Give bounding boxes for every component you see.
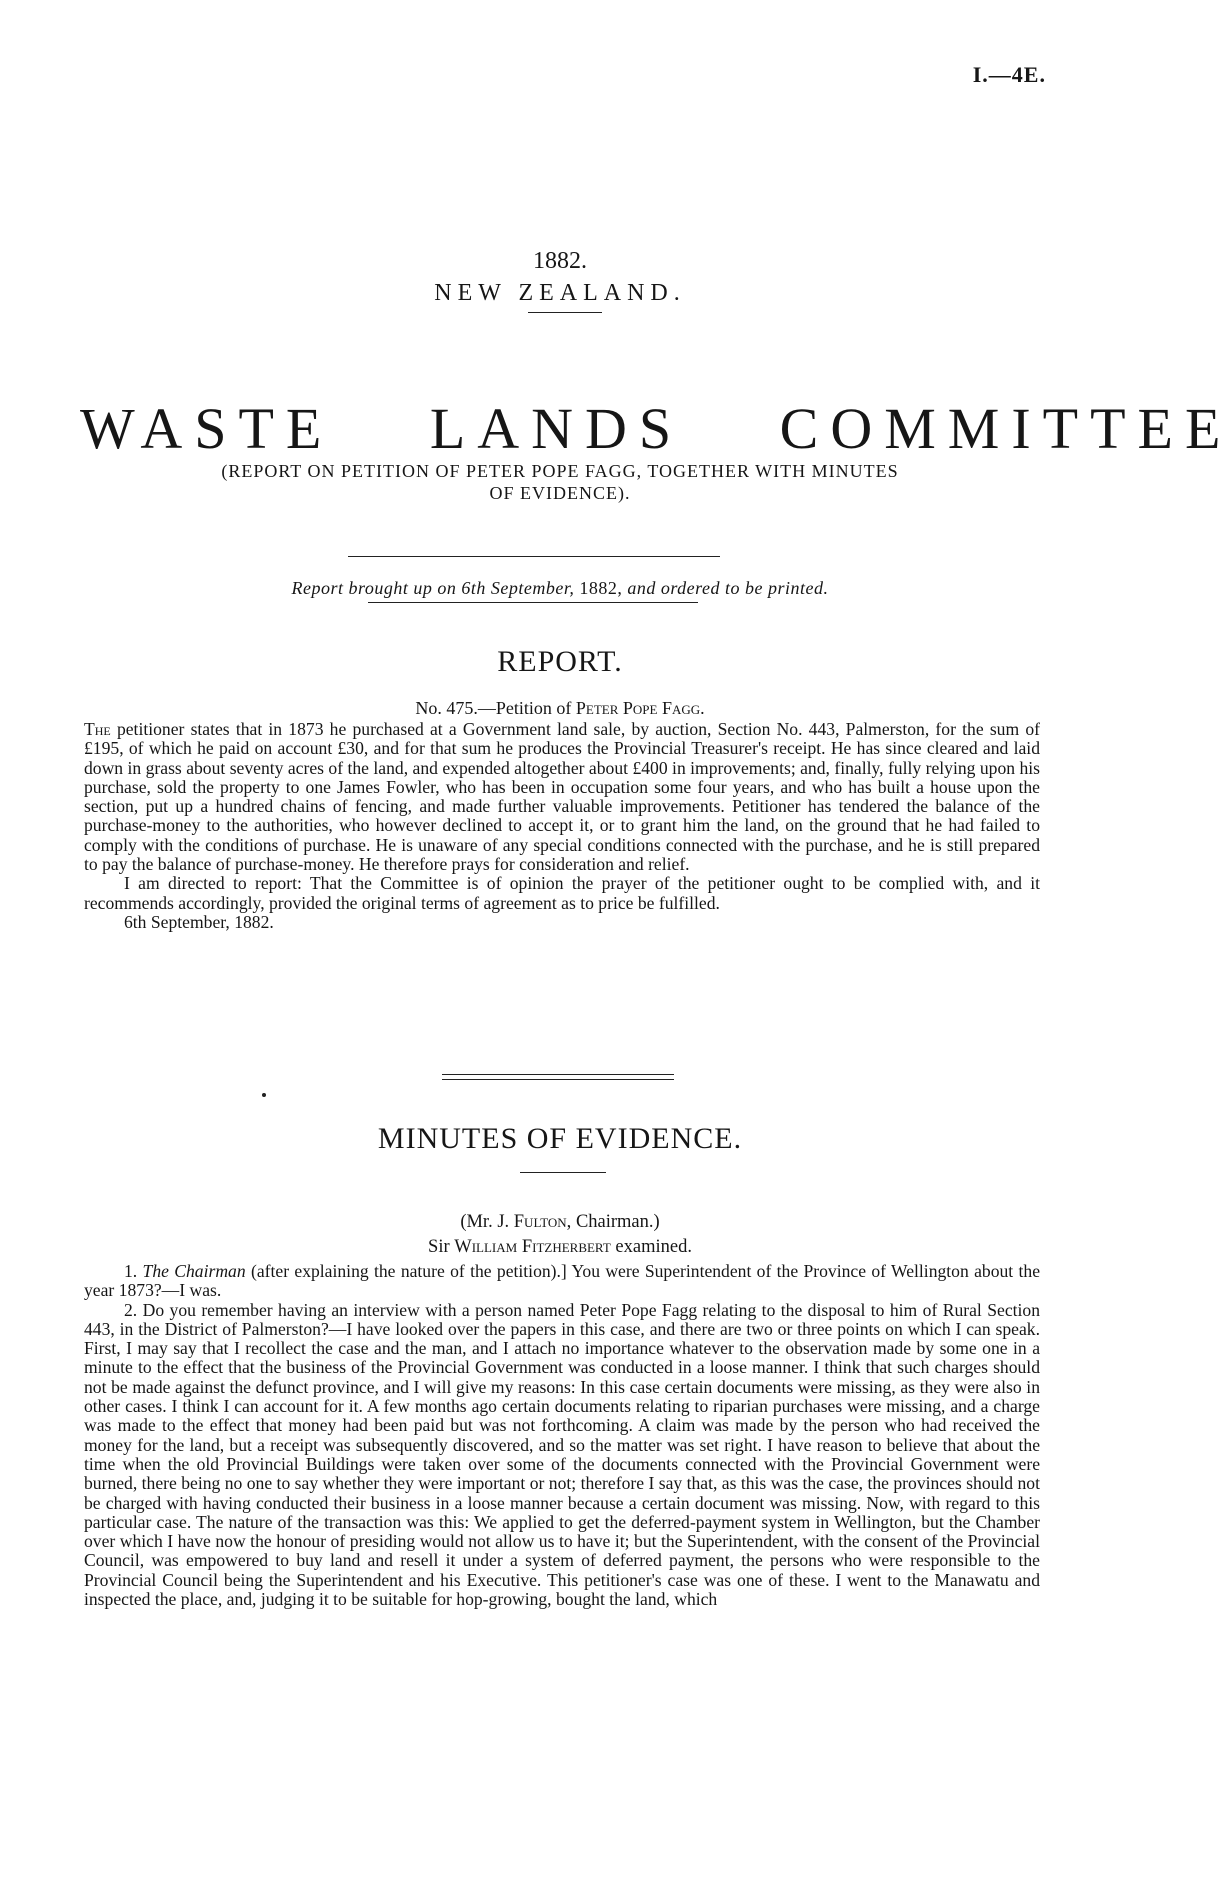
subtitle-line-1: (REPORT ON PETITION OF PETER POPE FAGG, TOGETHER WITH MINUTES [221, 461, 899, 481]
double-rule-bottom [442, 1079, 674, 1080]
report-paragraph-2: I am directed to report: That the Committee is of opinion the prayer of the petitioner ought to be complied with, and it recommends accordingly, provided the original terms of agreement as to price be fulfilled. [84, 873, 1040, 913]
document-reference: I.—4E. [972, 62, 1046, 87]
petitioner-name: Peter Pope Fagg. [575, 698, 705, 718]
chairman-line [80, 1212, 1040, 1233]
report-paragraph-1 [84, 720, 1040, 874]
year: 1882. [533, 248, 587, 274]
report-heading: REPORT. [497, 645, 623, 678]
chairman-suffix: Chairman.) [575, 1212, 660, 1232]
divider [348, 556, 720, 557]
report-paragraph-1-text: petitioner states that in 1873 he purchased at a Government land sale, by auction, Section No. 443, Palmerston, for the sum of £195, of which he paid on account £30, and for that sum he produces the Provincial Treasurer's receipt. He has since cleared and laid down in grass about seventy acres of the land, and expended altogether about £400 in improvements; and, finally, fully relying upon his purchase, sold the property to one James Fowler, who has been in occupation some four years, and who has built a house upon the section, put up a hundred chains of fencing, and made further valuable improvements. Petitioner has tendered the balance of the purchase-money to the authorities, who however declined to accept it, or to grant him the land, on the ground that he had failed to comply with the conditions of purchase. He is unaware of any special conditions connected with the purchase, and he is still prepared to pay the balance of purchase-money. He therefore prays for consideration and relief. [84, 719, 1040, 875]
double-rule-top [442, 1074, 674, 1075]
lead-word: The [84, 719, 111, 739]
chairman-prefix: (Mr. J. [460, 1212, 510, 1232]
order-line [80, 578, 1040, 599]
question-2: 2. Do you remember having an interview with a person named Peter Pope Fagg relating to the disposal to him of Rural Section 443, in the District of Palmerston?—I have looked over the papers in this case, and there are two or three points on which I can speak. First, I may say that I recollect the case and the man, and I attach no importance whatever to the observation made by some one in a minute to the effect that the business of the Provincial Government was conducted in a loose manner. I think that such charges should not be made against the defunct province, and I will give my reasons: In this case certain documents were missing, as they were also in other cases. I think I can account for it. A few months ago certain documents relating to riparian purchases were missing, and a charge was made to the effect that money had been paid but was not forthcoming. A claim was made by the person who had received the money for the land, but a receipt was subsequently discovered, and so the matter was set right. I have reason to believe that about the time when the old Provincial Buildings were taken over some of the documents connected with the Provincial Government were burned, there being no one to say whether they were important or not; therefore I say that, as this was the case, the provinces should not be charged with having conducted their business in a loose manner because a certain document was missing. Now, with regard to this particular case. The nature of the transaction was this: We applied to get the deferred-payment system in Wellington, but the Chamber over which I have now the honour of presiding would not allow us to have it; but the Superintendent, with the consent of the Provincial Council, was empowered to buy land and resell it under a system of deferred payment, the persons who were responsible to the Provincial Council being the Superintendent and his Executive. This petitioner's case was one of these. I went to the Manawatu and inspected the place, and, judging it to be suitable for hop-growing, bought the land, which [84, 1299, 1040, 1610]
witness-suffix: examined. [615, 1237, 692, 1257]
witness-name: William Fitzherbert [454, 1237, 611, 1257]
order-suffix: and ordered to be printed. [627, 578, 829, 598]
order-year: 1882, [579, 578, 623, 598]
heading-underline [528, 312, 602, 313]
report-body [84, 720, 1040, 932]
stray-mark [262, 1093, 266, 1097]
chairman-name: Fulton, [513, 1212, 572, 1232]
question-1-text: (after explaining the nature of the petition).] You were Superintendent of the Province of Wellington about the year 1873?—I was. [84, 1261, 1041, 1301]
petition-number-label: No. 475.—Petition of [415, 698, 572, 718]
subtitle-line-2: OF EVIDENCE). [489, 483, 631, 503]
divider [368, 602, 698, 603]
question-1 [84, 1262, 1040, 1301]
order-prefix: Report brought up on 6th September, [291, 578, 575, 598]
heading-underline [520, 1172, 606, 1173]
main-title: WASTE LANDS COMMITTEE [80, 396, 1232, 461]
minutes-heading: MINUTES OF EVIDENCE. [377, 1122, 743, 1155]
petition-number [80, 698, 1040, 719]
report-date: 6th September, 1882. [124, 911, 274, 932]
country-heading: NEW ZEALAND. [434, 280, 686, 306]
question-1-number: 1. [124, 1261, 138, 1281]
minutes-body [84, 1262, 1040, 1609]
witness-line [80, 1237, 1040, 1258]
question-1-speaker: The Chairman [142, 1261, 246, 1281]
witness-prefix: Sir [428, 1237, 450, 1257]
subtitle [80, 460, 1040, 504]
